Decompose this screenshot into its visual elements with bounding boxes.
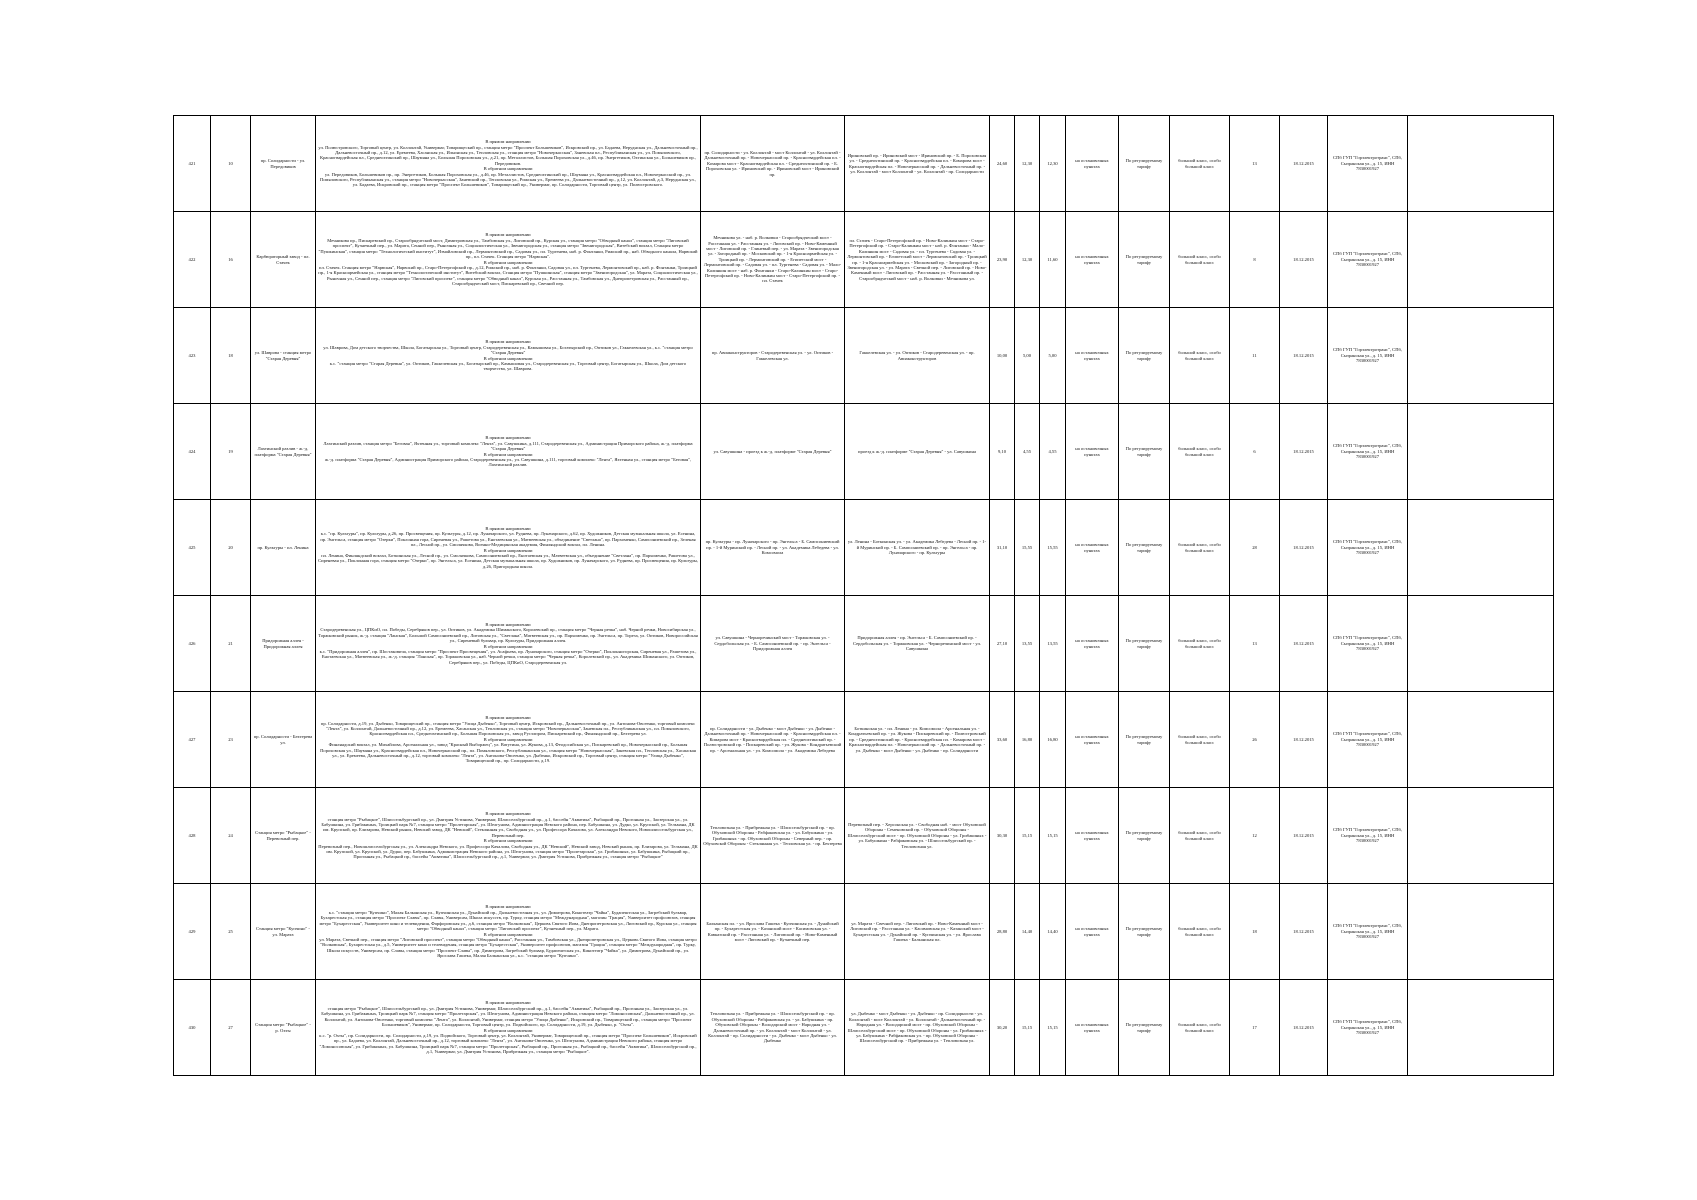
table-row [174,980,1554,1076]
vehicle-count-cell: 11 [1230,308,1280,404]
rev-direction-label: В обратном направлении [483,1027,533,1033]
rev-stops-text: Перевозный пер., Новошлиссельбургская ул., ул. Александра Невского, ул. Профессора Качалова, Свободная ул., ДК "Невский", Невский завод, Невский рынок, пр. Елизарова, ул. Тельмана, ДК им. Крупской, ул. Крупской, ул. Дудко, пер. Бабушкина, Администрация Невского района, ул. Шелгунова, станция метро "Пролетарская", ул. Грибакиных, ул. Бабушкина, Рыбацкий пр., Прогонная ул., Рыбацкий пр., бассейн "Акватика", Шлиссельбургский пр., д.1, Универмаг, ул. Дмитрия Устинова, Прибрежная ул., станция метро "Рыбацкое" [318,843,698,860]
empty-cell [1408,980,1554,1076]
registry-number-cell: 429 [174,884,211,980]
tariff-type-cell: По регулируемому тарифу [1119,212,1170,308]
route-length-cell: 9,10 [990,404,1015,500]
rev-direction-label: В обратном направлении [483,259,533,265]
fwd-direction-label: В прямом направлении [485,811,531,817]
length-reverse-cell: 14,40 [1040,884,1066,980]
vehicle-class-cell: большой класс, особо большой класс [1170,404,1230,500]
vehicle-count-cell: 6 [1230,404,1280,500]
streets-forward-cell: пр. Солидарности - ул. Дыбенко - мост Дыбенко - ул. Дыбенко - Дальневосточный пр. - Новочеркасский пр. - Красногвардейская пл. - Комарова мост - Красногвардейская пл. - Среднеохтинский пр. - Полюстровский пр. - Пискаревский пр. - ул. Жукова - Кондратьевский пр. - Арсенальная ул. - ул. Комсомола - ул. Академика Лебедева [701,692,845,788]
registry-number-cell: 425 [174,500,211,596]
rev-direction-label: В обратном направлении [483,451,533,457]
tariff-type-cell: По регулируемому тарифу [1119,116,1170,212]
carrier-cell: СПб ГУП "Горэлектротранс", СПб, Сызранская ул., д. 15, ИНН 7830001927 [1328,884,1408,980]
stop-procedure-cell: на остановочных пунктах [1066,212,1119,308]
fwd-direction-label: В прямом направлении [485,904,531,910]
registry-number-cell: 430 [174,980,211,1076]
tariff-type-cell: По регулируемому тарифу [1119,980,1170,1076]
empty-cell [1408,692,1554,788]
length-reverse-cell: 15,55 [1040,500,1066,596]
fwd-direction-label: В прямом направлении [485,435,531,441]
route-stops-cell [316,212,701,308]
start-date-cell: 18.12.2015 [1280,500,1328,596]
carrier-cell: СПб ГУП "Горэлектротранс", СПб, Сызранская ул., д. 15, ИНН 7830001927 [1328,116,1408,212]
streets-forward-cell: Мечникова ул. - наб. р. Волковки - Старообрядческий мост - Расстанная ул. - Расстанная ул. - Лиговский пр. - Ново-Каменный мост - Лиговский пр. - Глиневый пер. - ул. Марата - Звенигородская ул. - Загородный пр. - Московский пр. - 1-я Красноармейская ул. - Троицкий пр. - Лермонтовский пр. - Египетский мост - Лермонтовский пр. - Садовая ул. - пл. Тургенева - Садовая ул. - Мало-Калинкин мост - наб. р. Фонтанки - Старо-Калинкин мост - Старо-Петергофский пр. - Ново-Калинкин мост - Старо-Петергофский пр. - пл. Стачек [701,212,845,308]
streets-reverse-cell: ул. Дыбенко - мост Дыбенко - ул. Дыбенко - пр. Солидарности - ул. Коллонтай - мост Коллонтай - ул. Коллонтай - Дальневосточный пр. - Народная ул. - Володарский мост - пр. Обуховской Обороны - Шлиссельбургский мост - пр. Обуховской Обороны - ул. Грибакиных - ул. Бабушкина - Рабфаковская ул. - пр. Обуховской Обороны - Шлиссельбургский пр. - Прибрежная ул. - Тепловозная ул. [845,980,990,1076]
carrier-cell: СПб ГУП "Горэлектротранс", СПб, Сызранская ул., д. 15, ИНН 7830001927 [1328,596,1408,692]
tariff-type-cell: По регулируемому тарифу [1119,884,1170,980]
route-length-cell: 27,10 [990,596,1015,692]
route-stops-cell [316,788,701,884]
fwd-direction-label: В прямом направлении [485,139,531,145]
streets-forward-cell: Тепловозная ул. - Прибрежная ул. - Шлиссельбургский пр. - пр. Обуховской Обороны - Рабфаковская ул. - ул. Бабушкина - пр. Обуховской Обороны - Володарский мост - Народная ул. - Дальневосточный пр. - ул. Коллонтай - мост Коллонтай - ул. Коллонтай - пр. Солидарности - ул. Дыбенко - мост Дыбенко - ул. Дыбенко [701,980,845,1076]
fwd-stops-text: Стародеревенская ул., ЦПКиО, пл. Победы, Серебряков пер., ул. Оптиков, ул. Академика Шиманского, Королевский пр., станция метро "Черная речка", наб. Черной речки, Новосибирская ул., Торжковский рынок, ж.-д. станция "Ланская", Большой Сампсониевский пр., Литовская ул., "Светлана", Матвеевская ул., пр. Пархоменко, пр. Энгельса, пр. Тореза, ул. Оптиков, Новороссийская ул., Сиреневый бульвар, пр. Культуры, Придорожная аллея. [318,627,698,644]
route-stops-cell [316,596,701,692]
fwd-direction-label: В прямом направлении [485,715,531,721]
route-number-cell: 24 [211,788,251,884]
fwd-direction-label: В прямом направлении [485,339,531,345]
registry-number-cell: 422 [174,212,211,308]
route-number-cell: 19 [211,404,251,500]
route-endpoints-cell: Станция метро "Рыбацкое" - р. Охты [251,980,316,1076]
route-length-cell: 10,00 [990,308,1015,404]
streets-reverse-cell: ул. Ленина - Боткинская ул. - ул. Академика Лебедева - Лесной пр. - 1-й Муринский пр. - Б. Сампсониевский пр. - пр. Энгельса - пр. Луначарского - пр. Культуры [845,500,990,596]
route-endpoints-cell: Станция метро "Купчино" - ул. Марата [251,884,316,980]
empty-cell [1408,788,1554,884]
route-stops-cell [316,980,701,1076]
length-forward-cell: 12,30 [1015,212,1040,308]
fwd-stops-text: пр. Солидарности, д.19, ул. Дыбенко, Товарищеский пр., станция метро "Улица Дыбенко", Торговый центр, Искровский пр., Дальневосточный пр., ул. Антонова-Овсеенко, торговый комплекс "Лента", ул. Коллонтай, Дальневосточный пр., д.12, ул. Еремеева, Хасанская ул., Тепловская ул., станция метро "Новочеркасская", Заневская пл., Республиканская ул., пл. Помяловского, Красногвардейская пл., Среднеохтинский пр., Большая Пороховская ул., завод Русэлпром, Пискаревский пр., Финляндский пр., Бехтерева ул. [320,720,696,737]
stop-procedure-cell: на остановочных пунктах [1066,500,1119,596]
table-row [174,596,1554,692]
fwd-direction-label: В прямом направлении [485,621,531,627]
route-stops-cell [316,884,701,980]
rev-stops-text: ул. Марата, Свечной пер., станция метро "Лиговский проспект", станция метро "Обводный канал", Расстанная ул., Тамбовская ул., Днепропетровская ул., Церковь Святого Иова, станция метро "Волковская", Бухарестская ул., д.5, Университет кино и телевидения, станция метро "Бухарестская", Университет профсоюзов, магазин "Грация", станция метро "Международная", пр. Турку, Школа искусств, Универсам, пр. Славы, станция метро "Проспект Славы", пр. Димитрова, Загребский бульвар, Будапештская ул., Кинотеатр "Чайка", ул. Димитрова, Дунайский пр., ул. Ярослава Гашека, Малая Балканская ул., к.с. "станция метро "Купчино". [319,936,697,959]
start-date-cell: 18.12.2015 [1280,884,1328,980]
vehicle-class-cell: большой класс, особо большой класс [1170,980,1230,1076]
fwd-stops-text: к.с. "пр. Культуры", пр. Культуры, д.26, пр. Просвещения, пр. Культуры, д.12, пр. Луначарского, ул. Руднева, пр. Луначарского, д.62, пр. Художников, Детская музыкальная школа, ул. Есенина, пр. Энгельса, станция метро "Озерки", Поклонная гора, Сиреневая ул., Рашетова ул., Енотаевская ул., Матвеевская ул., объединение "Светлана", пр. Пархоменко, Сампсониевский пр., Зеленая пл., Лесной пр., ул. Смолячкова, Военно-Медицинская академия, Финляндский вокзал, пл. Ленина. [320,531,696,548]
fwd-stops-text: станция метро "Рыбацкое", Шлиссельбургский пр., ул. Дмитрия Устинова, Универмаг, Шлиссельбургский пр., д.1, бассейн "Акватика", Рыбацкий пр., Прогонная ул., Заозерская ул., ул. Бабушкина, ул. Грибакиных, Троицкий парк №7, станция метро "Пролетарская", ул. Шелгунова, Администрация Невского района, пер. Бабушкина, ул. Дудко, ул. Крупской, ул. Тельмана, ДК им. Крупской, пр. Елизарова, Невский рынок, Невский завод, ДК "Невский", Стеклянная ул., Свободная ул., ул. Профессора Качалова, ул. Александра Невского, Новошлиссельбургская ул., Перевозный пер. [321,816,695,838]
table-row [174,116,1554,212]
rev-stops-text: к.с. "станция метро "Старая Деревня", ул. Оптиков, Гаккелевская ул., Богатырский пр., Камышовая ул., Стародеревенская ул., Торговый центр, Богатырская ул., Школа, Дом детского творчества, ул. Шаврова. [329,360,687,372]
table-row [174,884,1554,980]
streets-reverse-cell: Перевозный пер. - Херсонская ул. - Свободная наб. - мост Обуховской Обороны - Семеновский пр. - Обуховской Обороны - Шлиссельбургский мост - пр. Обуховской Обороны - ул. Грибакиных - ул. Бабушкина - Рабфаковская ул. - Шлиссельбургский пр. - Тепловозная ул. [845,788,990,884]
streets-reverse-cell: проезд к ж.-д. платформе "Старая Деревня" - ул. Савушкина [845,404,990,500]
table-row [174,404,1554,500]
vehicle-class-cell: большой класс, особо большой класс [1170,788,1230,884]
carrier-cell: СПб ГУП "Горэлектротранс", СПб, Сызранская ул., д. 15, ИНН 7830001927 [1328,308,1408,404]
fwd-stops-text: ул. Полюстровского, Торговый центр, ул. Коллонтай, Универмаг, Товарищеский пр., станция метро "Проспект Большевиков", Искровский пр., ул. Бадаева, Неруднская ул., Дальневосточный пр., Дальневосточный пр., д.12, ул. Еремеева, Хасанская ул., Ильинская ул., Тепловская ул., станция метро "Новочеркасская", Заневская пл., Республиканская ул., ул. Помяловского, Красногвардейская пл., Среднеохтинский пр., Шаумяна ул., Большая Пороховская ул., д.21, пр. Металлистов, Большая Пороховская ул., д.46, пр. Энергетиков, Охтинская ул., Большевиков пр., Передовиков. [318,144,698,166]
rev-stops-text: пл. Стачек. Станция метро "Нарвская", Нарвский пр., Старо-Петергофский пр., д.12, Рижский пр., наб. р. Фонтанки, Садовая ул., пл. Тургенева, Лермонтовский пр., наб. р. Фонтанки, Троицкий пр., 1-я Красноармейская ул., станция метро "Технологический институт", Витебский вокзал, Станция метро "Пушкинская", станция метро "Звенигородская", ул. Марата, Социалистическая ул., Рыночная ул., Сенной пер., станция метро "Лиговский проспект", станция метро "Обводный канал", Курская ул., Расстанная ул., Тамбовская ул., Днепропетровская ул., Расстанный пр., Старообрядческий мост, Пискаревский пр., Свечной пер. [318,264,698,287]
route-length-cell: 33,60 [990,692,1015,788]
route-endpoints-cell: пр. Культуры - пл. Ленина [251,500,316,596]
routes-register-table [173,115,1554,1076]
vehicle-count-cell: 12 [1230,788,1280,884]
rev-stops-text: к.с. "Придорожная аллея", пр. Шостаковича, станция метро "Проспект Просвещения", ул. Асафьева, пр. Луначарского, станция метро "Озерки", Поклонногорская, Сиреневая ул., Рашетова ул., Енотаевская ул., Матвеевская ул., ж.-д. станция "Ланская", пр. Торжковская ул., наб. Черной речки, станция метро "Черная речка", Королевский пр., ул. Академика Шиманского, ул. Оптиков, Серебряков пер., ул. Победы, ЦПКиО, Стародеревенская ул. [319,648,697,665]
stop-procedure-cell: на остановочных пунктах [1066,980,1119,1076]
vehicle-class-cell: большой класс, особо большой класс [1170,212,1230,308]
rev-direction-label: В обратном направлении [483,736,533,742]
length-reverse-cell: 11,60 [1040,212,1066,308]
route-endpoints-cell: пр. Солидарности - Бехтерева ул. [251,692,316,788]
route-number-cell: 23 [211,692,251,788]
vehicle-class-cell: большой класс, особо большой класс [1170,884,1230,980]
streets-reverse-cell: Ириновский пр. - Ириновский мост - Ириновский пр. - Б. Пороховская ул. - Среднеохтинский пр. - Красногвардейская пл. - Комарова мост - Красногвардейская пл. - Новочеркасский пр. - Дальневосточный пр. - ул. Коллонтай - мост Коллонтай - ул. Коллонтай - пр. Солидарности [845,116,990,212]
streets-forward-cell: Тепловозная ул. - Прибрежная ул. - Шлиссельбургский пр. - пр. Обуховской Обороны - Рабфаковская ул. - ул. Бабушкина - ул. Грибакиных - пр. Обуховской Обороны - Северный пер. - пр. Обуховской Обороны - Стеклянная ул. - Тепловская ул. - пр. Бехтерева [701,788,845,884]
tariff-type-cell: По регулируемому тарифу [1119,308,1170,404]
empty-cell [1408,500,1554,596]
streets-reverse-cell: Боткинская ул. - пл. Ленина - ул. Комсомола - Арсенальная ул. - Кондратьевский пр. - ул. Жукова - Пискаревский пр. - Полюстровский пр. - Среднеохтинский пр. - Красногвардейская пл. - Комарова мост - Красногвардейская пл. - Новочеркасский пр. - Дальневосточный пр. - ул. Дыбенко - мост Дыбенко - ул. Дыбенко - пр. Солидарности [845,692,990,788]
streets-forward-cell: пр. Солидарности - ул. Коллонтай - мост Коллонтай - ул. Коллонтай - Дальневосточный пр. - Новочеркасский пр. - Красногвардейская пл. - Комарова мост - Красногвардейская пл. - Среднеохтинский пр. - Б. Пороховская ул. - Ириновский пр. - Ириновский мост - Ириновский пр. [701,116,845,212]
route-stops-cell [316,692,701,788]
route-stops-cell [316,116,701,212]
route-number-cell: 27 [211,980,251,1076]
fwd-direction-label: В прямом направлении [485,525,531,531]
stop-procedure-cell: на остановочных пунктах [1066,692,1119,788]
length-forward-cell: 4,55 [1015,404,1040,500]
table-row [174,788,1554,884]
registry-number-cell: 426 [174,596,211,692]
rev-direction-label: В обратном направлении [483,643,533,649]
fwd-stops-text: ул. Шаврова, Дом детского творчества, Школа, Богатырская ул., Торговый центр, Стародеревенская ул., Камышовая ул., Богатырский пр., Оптиков ул., Гаккелевская ул., к.с. "станция метро "Старая Деревня" [323,344,693,356]
route-length-cell: 28,80 [990,884,1015,980]
registry-number-cell: 421 [174,116,211,212]
fwd-direction-label: В прямом направлении [485,1000,531,1006]
length-reverse-cell: 12,30 [1040,116,1066,212]
streets-reverse-cell: пл. Стачек - Старо-Петергофский пр. - Ново-Калинкин мост - Старо-Петергофский пр. - Старо-Калинкин мост - наб. р. Фонтанки - Мало-Калинкин мост - Садовая ул. - пл. Тургенева - Садовая ул. - Лермонтовский пр. - Египетский мост - Лермонтовский пр. - Троицкий пр. - 1-я Красноармейская ул. - Московский пр. - Загородный пр. - Звенигородская ул. - ул. Марата - Свечной пер. - Лиговский пр. - Ново-Каменный мост - Лиговский пр. - Расстанная ул. - Расстанный пр. - Старообрядческий мост - наб. р. Волковки - Мечникова ул. [845,212,990,308]
vehicle-class-cell: большой класс, особо большой класс [1170,596,1230,692]
route-number-cell: 25 [211,884,251,980]
vehicle-count-cell: 18 [1230,884,1280,980]
stop-procedure-cell: на остановочных пунктах [1066,404,1119,500]
length-reverse-cell: 13,55 [1040,596,1066,692]
length-forward-cell: 15,55 [1015,500,1040,596]
route-endpoints-cell: ул. Шаврова - станция метро "Старая Деревня" [251,308,316,404]
empty-cell [1408,116,1554,212]
tariff-type-cell: По регулируемому тарифу [1119,692,1170,788]
registry-number-cell: 428 [174,788,211,884]
route-length-cell: 23,90 [990,212,1015,308]
route-number-cell: 18 [211,308,251,404]
rev-direction-label: В обратном направлении [483,838,533,844]
empty-cell [1408,308,1554,404]
start-date-cell: 18.12.2015 [1280,788,1328,884]
start-date-cell: 18.12.2015 [1280,116,1328,212]
route-endpoints-cell: Карбюраторный завод - пл. Стачек [251,212,316,308]
route-number-cell: 16 [211,212,251,308]
route-number-cell: 20 [211,500,251,596]
vehicle-count-cell: 8 [1230,212,1280,308]
vehicle-count-cell: 17 [1230,980,1280,1076]
start-date-cell: 18.12.2015 [1280,980,1328,1076]
fwd-direction-label: В прямом направлении [485,232,531,238]
vehicle-count-cell: 13 [1230,116,1280,212]
streets-reverse-cell: ул. Марата - Свечной пер. - Лиговский пр. - Ново-Каменный мост - Лиговский пр. - Расстанная ул. - Касимовская ул. - Казанский мост - Бухарестская ул. - Дунайский пр. - Купчинская ул. - ул. Ярослава Гашека - Балканская пл. [845,884,990,980]
carrier-cell: СПб ГУП "Горэлектротранс", СПб, Сызранская ул., д. 15, ИНН 7830001927 [1328,404,1408,500]
stop-procedure-cell: на остановочных пунктах [1066,116,1119,212]
route-number-cell: 21 [211,596,251,692]
stop-procedure-cell: на остановочных пунктах [1066,788,1119,884]
route-stops-cell [316,308,701,404]
fwd-stops-text: Мечникова пр., Пискаревский пр., Старообрядческий мост, Димитровская ул., Тамбовская ул., Лиговский пр., Курская ул., станция метро "Обводный канал", станция метро "Лиговский проспект", Кузнечный пер., ул. Марата, Сенной пер., Рыночная ул., Социалистическая ул., Звенигородская ул., станция метро "Звенигородская", Витебский вокзал, Станция метро "Пушкинская", станция метро "Технологический институт", Измайловский пр., Лермонтовский пр., Садовая ул., пл. Тургенева, наб. р. Фонтанки, Рижский пр., наб. Обводного канала, Нарвский пр., пл. Стачек. Станция метро "Нарвская". [318,237,698,260]
fwd-stops-text: станция метро "Рыбацкое", Шлиссельбургский пр., ул. Дмитрия Устинова, Универмаг, Шлиссельбургский пр., д.1, бассейн "Акватика", Рыбацкий пр., Прогонная ул., Заозерская ул., ул. Бабушкина, ул. Грибакиных, Троицкий парк №7, станция метро "Пролетарская", ул. Шелгунова, Администрация Невского района, станция метро "Ломоносовская", Дальневосточный пр., ул. Коллонтай, ул. Антонова-Овсеенко, торговый комплекс "Лента", ул. Коллонтай, Универмаг, станция метро "Улица Дыбенко", Искровский пр., Товарищеский пр., станция метро "Проспект Большевиков", Универмаг, пр. Солидарности, Торговый центр, ул. Подвойского, пр. Солидарности, д.19, ул. Дыбенко, р. "Охты". [321,1005,695,1028]
rev-direction-label: В обратном направлении [483,931,533,937]
route-endpoints-cell: Придорожная аллея - Придорожная аллея [251,596,316,692]
route-length-cell: 30,20 [990,980,1015,1076]
rev-stops-text: пл. Ленина, Финляндский вокзал, Боткинская ул., Лесной пр., ул. Смолячкова, Сампсониевский пр., Енотаевская ул., Матвеевская ул., объединение "Светлана", пр. Пархоменко, Рашетова ул., Сиреневая ул., Поклонная гора, станция метро "Озерки", пр. Энгельса, ул. Есенина, Детская музыкальная школа, пр. Художников, пр. Луначарского, ул. Руднева, пр. Просвещения, пр. Культуры, д.26, Пригородная школа. [318,552,698,569]
start-date-cell: 18.12.2015 [1280,308,1328,404]
length-reverse-cell: 15,15 [1040,980,1066,1076]
length-reverse-cell: 16,80 [1040,692,1066,788]
registry-number-cell: 423 [174,308,211,404]
table-row [174,500,1554,596]
rev-direction-label: В обратном направлении [483,547,533,553]
length-forward-cell: 16,80 [1015,692,1040,788]
carrier-cell: СПб ГУП "Горэлектротранс", СПб, Сызранская ул., д. 15, ИНН 7830001927 [1328,212,1408,308]
carrier-cell: СПб ГУП "Горэлектротранс", СПб, Сызранская ул., д. 15, ИНН 7830001927 [1328,788,1408,884]
registry-number-cell: 427 [174,692,211,788]
vehicle-class-cell: большой класс, особо большой класс [1170,500,1230,596]
vehicle-count-cell: 28 [1230,500,1280,596]
route-length-cell: 30,30 [990,788,1015,884]
route-stops-cell [316,500,701,596]
route-endpoints-cell: Лахтинский разлив - ж.-д. платформа "Старая Деревня" [251,404,316,500]
streets-reverse-cell: Гаккелевская ул. - ул. Оптиков - Стародеревенская ул. - пр. Авиаконструкторов [845,308,990,404]
fwd-stops-text: к.с. "станция метро "Купчино", Малая Балканская ул., Купчинская ул., Дунайский пр., Дальневосточная ул., ул. Димитрова, Кинотеатр "Чайка", Будапештская ул., Загребский бульвар, Бухарестская ул., станция метро "Проспект Славы", пр. Славы, Универсам, Школа искусств, пр. Турку, станция метро "Международная", магазин "Грация", Университет профсоюзов, станция метро "Бухарестская", Университет кино и телевидения, Фарфоровская ул., д.6, станция метро "Волковская", Церковь Святого Иова, Днепропетровская ул., Лиговский пр., Курская ул., станция метро "Обводный канал", станция метро "Лиговский проспект", Кузнечный пер., ул. Марата. [319,909,697,932]
route-length-cell: 31,10 [990,500,1015,596]
vehicle-count-cell: 26 [1230,692,1280,788]
carrier-cell: СПб ГУП "Горэлектротранс", СПб, Сызранская ул., д. 15, ИНН 7830001927 [1328,980,1408,1076]
length-forward-cell: 5,00 [1015,308,1040,404]
rev-direction-label: В обратном направлении [483,166,533,172]
route-stops-cell [316,404,701,500]
table-body [174,116,1554,1076]
rev-stops-text: Финляндский вокзал, ул. Михайлова, Арсенальная ул., завод "Красный Выборжец", ул. Ватутина, ул. Жукова, д.13, Феодосийская ул., Пискаревский пр., Новочеркасский пр., Большая Пороховская ул., Шаумяна ул., Красногвардейская пл., Новочеркасский пр., пл. Помяловского, Республиканская ул., станция метро "Новочеркасская", Заневская пл., Тепловская ул., Хасанская ул., ул. Еремеева, Дальневосточный пр., д.12, торговый комплекс "Лента", ул. Антонова-Овсеенко, ул. Дыбенко, Искровский пр., Торговый центр, станция метро "Улица Дыбенко", Товарищеский пр., пр. Солидарности, д.19. [320,742,696,764]
empty-cell [1408,884,1554,980]
route-length-cell: 24,60 [990,116,1015,212]
length-forward-cell: 13,55 [1015,596,1040,692]
start-date-cell: 18.12.2015 [1280,404,1328,500]
empty-cell [1408,404,1554,500]
streets-forward-cell: ул. Савушкина - проезд к ж.-д. платформе "Старая Деревня" [701,404,845,500]
table-row [174,212,1554,308]
length-forward-cell: 12,30 [1015,116,1040,212]
vehicle-class-cell: большой класс, особо большой класс [1170,308,1230,404]
length-reverse-cell: 15,15 [1040,788,1066,884]
length-forward-cell: 15,15 [1015,980,1040,1076]
carrier-cell: СПб ГУП "Горэлектротранс", СПб, Сызранская ул., д. 15, ИНН 7830001927 [1328,500,1408,596]
stop-procedure-cell: на остановочных пунктах [1066,596,1119,692]
route-number-cell: 10 [211,116,251,212]
streets-reverse-cell: Придорожная аллея - пр. Энгельса - Б. Сампсониевский пр. - Сердобольская ул. - Торжковская ул. - Черноречинский мост - ул. Савушкина [845,596,990,692]
length-reverse-cell: 4,55 [1040,404,1066,500]
tariff-type-cell: По регулируемому тарифу [1119,788,1170,884]
tariff-type-cell: По регулируемому тарифу [1119,500,1170,596]
empty-cell [1408,596,1554,692]
start-date-cell: 18.12.2015 [1280,692,1328,788]
streets-forward-cell: ул. Савушкина - Черноречинский мост - Торжковская ул. - Сердобольская ул. - Б. Сампсониевский пр. - пр. Энгельса - Придорожная аллея [701,596,845,692]
start-date-cell: 18.12.2015 [1280,596,1328,692]
route-endpoints-cell: пр. Солидарности - ул. Передовиков [251,116,316,212]
length-forward-cell: 14,40 [1015,884,1040,980]
vehicle-count-cell: 13 [1230,596,1280,692]
tariff-type-cell: По регулируемому тарифу [1119,404,1170,500]
length-forward-cell: 15,15 [1015,788,1040,884]
stop-procedure-cell: на остановочных пунктах [1066,308,1119,404]
table-row [174,308,1554,404]
carrier-cell: СПб ГУП "Горэлектротранс", СПб, Сызранская ул., д. 15, ИНН 7830001927 [1328,692,1408,788]
streets-forward-cell: пр. Культуры - пр. Луначарского - пр. Энгельса - Б. Сампсониевский пр. - 1-й Муринский пр. - Лесной пр. - ул. Академика Лебедева - ул. Комсомола [701,500,845,596]
empty-cell [1408,212,1554,308]
vehicle-class-cell: большой класс, особо большой класс [1170,116,1230,212]
rev-stops-text: к.с. "р. Охты", пр. Солидарности, пр. Солидарности, д.19, ул. Подвойского, Торговый центр, ул. Коллонтай, Универмаг, Товарищеский пр., станция метро "Проспект Большевиков", Искровский пр., ул. Бадаева, ул. Коллонтай, Дальневосточный пр., д.12, торговый комплекс "Лента", ул. Антонова-Овсеенко, ул. Шелгунова, Администрация Невского района, станция метро "Ломоносовская", ул. Грибакиных, ул. Бабушкина, Троицкий парк №7, станция метро "Пролетарская", Рыбацкий пр., Прогонная ул., Рыбацкий пр., бассейн "Акватика", Шлиссельбургский пр., д.1, Универмаг, ул. Дмитрия Устинова, Прибрежная ул., станция метро "Рыбацкое". [319,1032,697,1055]
vehicle-class-cell: большой класс, особо большой класс [1170,692,1230,788]
stop-procedure-cell: на остановочных пунктах [1066,884,1119,980]
rev-stops-text: ул. Передовиков, Большевиков пр., пр. Энергетиков, Большая Пороховская ул., д.46, пр. Металлистов, Среднеохтинский пр., Шаумяна ул., Красногвардейская пл., Новочеркасский пр., ул. Помяловского, Республиканская ул., станция метро "Новочеркасская", Заневский пр., Тепловская ул., Рижская ул., Еремеева ул., Дальневосточный пр., д.12, ул. Коллонтай, д.3, Неруднская ул., ул. Бадаева, Искровский пр., станция метро "Проспект Большевиков", Товарищеский пр., Универмаг, пр. Солидарности, Торговый центр, ул. Полюстровского. [320,171,696,188]
table-row [174,692,1554,788]
rev-direction-label: В обратном направлении [483,355,533,361]
rev-stops-text: ж.-д. платформа "Старая Деревня", Администрация Приморского района, Стародеревенская ул., ул. Савушкина, д.111, торговый комплекс "Лента", Яхтенная ул., станция метро "Беговая", Лахтинский разлив. [324,456,692,468]
fwd-stops-text: Лахтинский разлив, станция метро "Беговая", Яхтенная ул., торговый комплекс "Лента", ул. Савушкина, д.111, Стародеревенская ул., Администрация Приморского района, ж.-д. платформа "Старая Деревня" [323,440,693,452]
streets-forward-cell: Балканская пл. - ул. Ярослава Гашека - Купчинская ул. - Дунайский пр. - Бухарестская ул. - Казанский мост - Касимовская ул. - Кавказский пр. - Расстанная ул. - Лиговский пр. - Ново-Каменный мост - Лиговский пр. - Кузнечный пер. [701,884,845,980]
start-date-cell: 18.12.2015 [1280,212,1328,308]
streets-forward-cell: пр. Авиаконструкторов - Стародеревенская ул. - ул. Оптиков - Гаккелевская ул. [701,308,845,404]
length-reverse-cell: 5,00 [1040,308,1066,404]
route-endpoints-cell: Станция метро "Рыбацкое" - Перевозный пер. [251,788,316,884]
tariff-type-cell: По регулируемому тарифу [1119,596,1170,692]
registry-number-cell: 424 [174,404,211,500]
